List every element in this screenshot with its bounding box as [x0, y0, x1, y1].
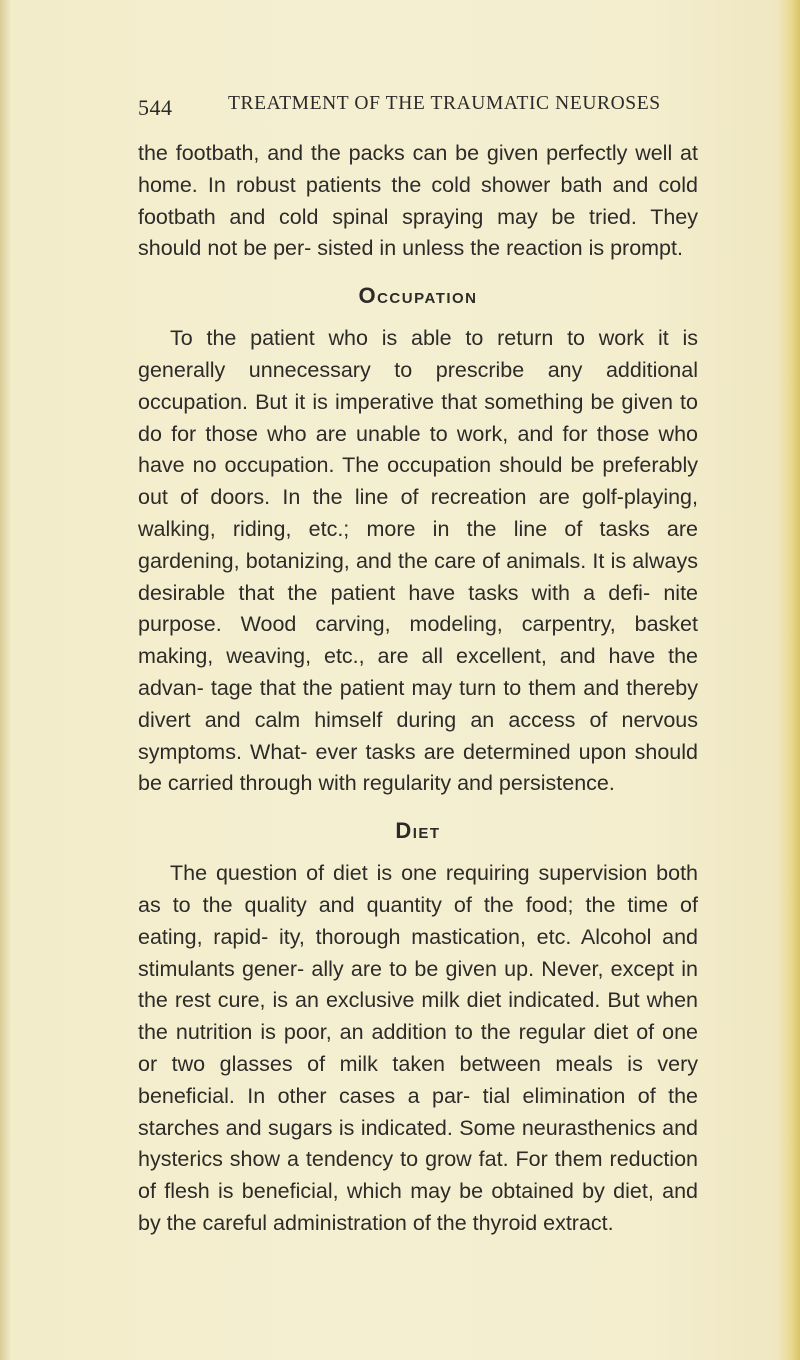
page-number: 544 — [138, 95, 173, 120]
running-title: TREATMENT OF THE TRAUMATIC NEUROSES — [228, 93, 661, 114]
page-body — [138, 138, 698, 1240]
diet-paragraph: The question of diet is one requiring supervision both as to the quality and quantity of the food; the time of eating, rapid- ity, thorough mastication, etc. Alcohol and stimulants gener- ally are to be given up. Never, except in the rest cure, is an exclusive milk diet indicated. But when the nutrition is poor, an addition to the regular diet of one or two glasses of milk taken between meals is very beneficial. In other cases a par- tial elimination of the starches and sugars is indicated. Some neurasthenics and hysterics show a tendency to grow fat. For them reduction of flesh is beneficial, which may be obtained by diet, and by the careful administration of the thyroid extract. — [138, 861, 698, 1235]
page-left-edge — [0, 0, 10, 1360]
occupation-paragraph: To the patient who is able to return to work it is generally unnecessary to prescribe any additional occupation. But it is imperative that something be given to do for those who are unable to work, and for those who have no occupation. The occupation should be preferably out of doors. In the line of recreation are golf-playing, walking, riding, etc.; more in the line of tasks are gardening, botanizing, and the care of animals. It is always desirable that the patient have tasks with a defi- nite purpose. Wood carving, modeling, carpentry, basket making, weaving, etc., are all excellent, and have the advan- tage that the patient may turn to them and thereby divert and calm himself during an access of nervous symptoms. What- ever tasks are determined upon should be carried through with regularity and persistence. — [138, 326, 698, 796]
heading-diet: Diet — [395, 818, 441, 844]
page-right-edge — [778, 0, 800, 1360]
page-header — [138, 93, 698, 123]
intro-paragraph: the footbath, and the packs can be given perfectly well at home. In robust patients the cold shower bath and cold footbath and cold spinal spraying may be tried. They should not be per- sisted in unless the reaction is prompt. — [138, 141, 698, 261]
heading-occupation: Occupation — [358, 283, 478, 309]
